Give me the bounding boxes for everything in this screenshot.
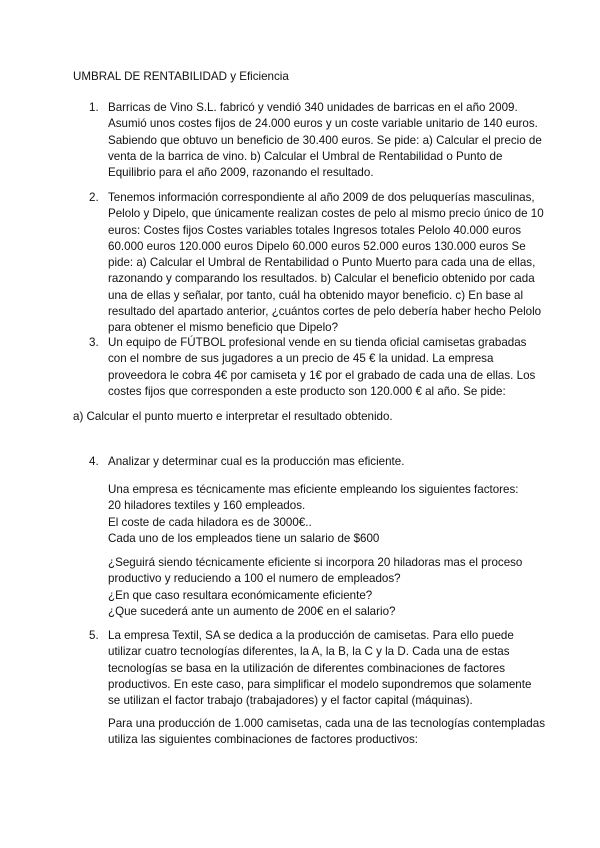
question-4-question-line: ¿Seguirá siendo técnicamente eficiente si incorpora 20 hiladoras mas el proceso	[108, 556, 523, 569]
question-2-line: euros: Costes fijos Costes variables totales Ingresos totales Pelolo 40.000 euros	[108, 223, 522, 237]
question-5-line: utilizar cuatro tecnologías diferentes, la A, la B, la C y la D. Cada una de estas	[108, 645, 510, 659]
question-3-line: proveedora le cobra 4€ por camiseta y 1€ por el grabado de cada una de ellas. Los	[108, 368, 536, 382]
question-2-line: para obtener el mismo beneficio que Dipelo?	[108, 321, 339, 335]
question-1-line: Sabiendo que obtuvo un beneficio de 30.400 euros. Se pide: a) Calcular el precio de	[108, 133, 542, 147]
question-5-line: se utilizan el factor trabajo (trabajadores) y el factor capital (máquinas).	[108, 694, 473, 708]
question-4-factor-line: El coste de cada hiladora es de 3000€..	[108, 515, 312, 529]
question-1-line: venta de la barrica de vino. b) Calcular el Umbral de Rentabilidad o Punto de	[108, 149, 503, 163]
question-2-number: 2.	[89, 191, 99, 204]
question-3-line: costes fijos que corresponden a este producto son 120.000 € al año. Se pide:	[108, 384, 506, 398]
question-1-line: Equilibrio para el año 2009, razonando el resultado.	[108, 166, 374, 180]
question-1-text	[108, 100, 542, 181]
question-5-line: Para una producción de 1.000 camisetas, cada una de las tecnologías contempladas	[108, 717, 545, 730]
question-3-line: Un equipo de FÚTBOL profesional vende en su tienda oficial camisetas grabadas	[108, 336, 527, 349]
question-3-part-a: a) Calcular el punto muerto e interpretar el resultado obtenido.	[73, 410, 393, 423]
question-5-line: La empresa Textil, SA se dedica a la producción de camisetas. Para ello puede	[108, 629, 514, 642]
question-4-factor-line: 20 hiladores textiles y 160 empleados.	[108, 499, 306, 513]
question-4-factors	[108, 482, 519, 547]
question-2-line: Tenemos información correspondiente al año 2009 de dos peluquerías masculinas,	[108, 191, 535, 204]
question-5-line: utiliza las siguientes combinaciones de factores productivos:	[108, 733, 418, 747]
question-3-line: con el nombre de sus jugadores a un precio de 45 € la unidad. La empresa	[108, 352, 494, 366]
question-2-line: pide: a) Calcular el Umbral de Rentabilidad o Punto Muerto para cada una de ellas,	[108, 256, 536, 270]
question-2-line: 60.000 euros 120.000 euros Dipelo 60.000 euros 52.000 euros 130.000 euros Se	[108, 239, 526, 253]
question-2-line: resultado del apartado anterior, ¿cuántos cortes de pelo debería haber hecho Pelolo	[108, 305, 542, 319]
question-1-line: Asumió unos costes fijos de 24.000 euros y un coste variable unitario de 140 euros.	[108, 117, 538, 131]
question-2-line: razonando y comparando los resultados. b) Calcular el beneficio obtenido por cada	[108, 272, 535, 286]
question-4-questions	[108, 555, 522, 620]
question-5-text	[108, 628, 531, 709]
question-4-question-line: ¿En que caso resultara económicamente eficiente?	[108, 588, 373, 602]
question-4-factor-line: Cada uno de los empleados tiene un salario de $600	[108, 531, 380, 545]
question-4-number: 4.	[89, 455, 99, 468]
question-5-text-continued	[108, 716, 545, 749]
question-1-line: Barricas de Vino S.L. fabricó y vendió 340 unidades de barricas en el año 2009.	[108, 101, 518, 114]
question-5-line: productivos. En este caso, para simplificar el modelo supondremos que solamente	[108, 677, 532, 691]
question-5-number: 5.	[89, 629, 99, 642]
question-1-number: 1.	[89, 101, 99, 114]
question-4-heading: Analizar y determinar cual es la producción mas eficiente.	[108, 455, 405, 468]
question-4-question-line: productivo y reduciendo a 100 el numero de empleados?	[108, 572, 401, 586]
question-3-text	[108, 335, 535, 400]
question-4-factor-line: Una empresa es técnicamente mas eficiente empleando los siguientes factores:	[108, 483, 519, 496]
question-2-line: una de ellas y señalar, por tanto, cuál ha obtenido mayor beneficio. c) En base al	[108, 288, 524, 302]
question-2-line: Pelolo y Dipelo, que únicamente realizan costes de pelo al mismo precio único de 10	[108, 207, 544, 221]
question-3-number: 3.	[89, 336, 99, 349]
question-5-line: tecnologías se basa en la utilización de diferentes combinaciones de factores	[108, 661, 506, 675]
question-4-question-line: ¿Que sucederá ante un aumento de 200€ en el salario?	[108, 604, 396, 618]
document-title: UMBRAL DE RENTABILIDAD y Eficiencia	[73, 70, 289, 83]
question-2-text	[108, 190, 544, 337]
